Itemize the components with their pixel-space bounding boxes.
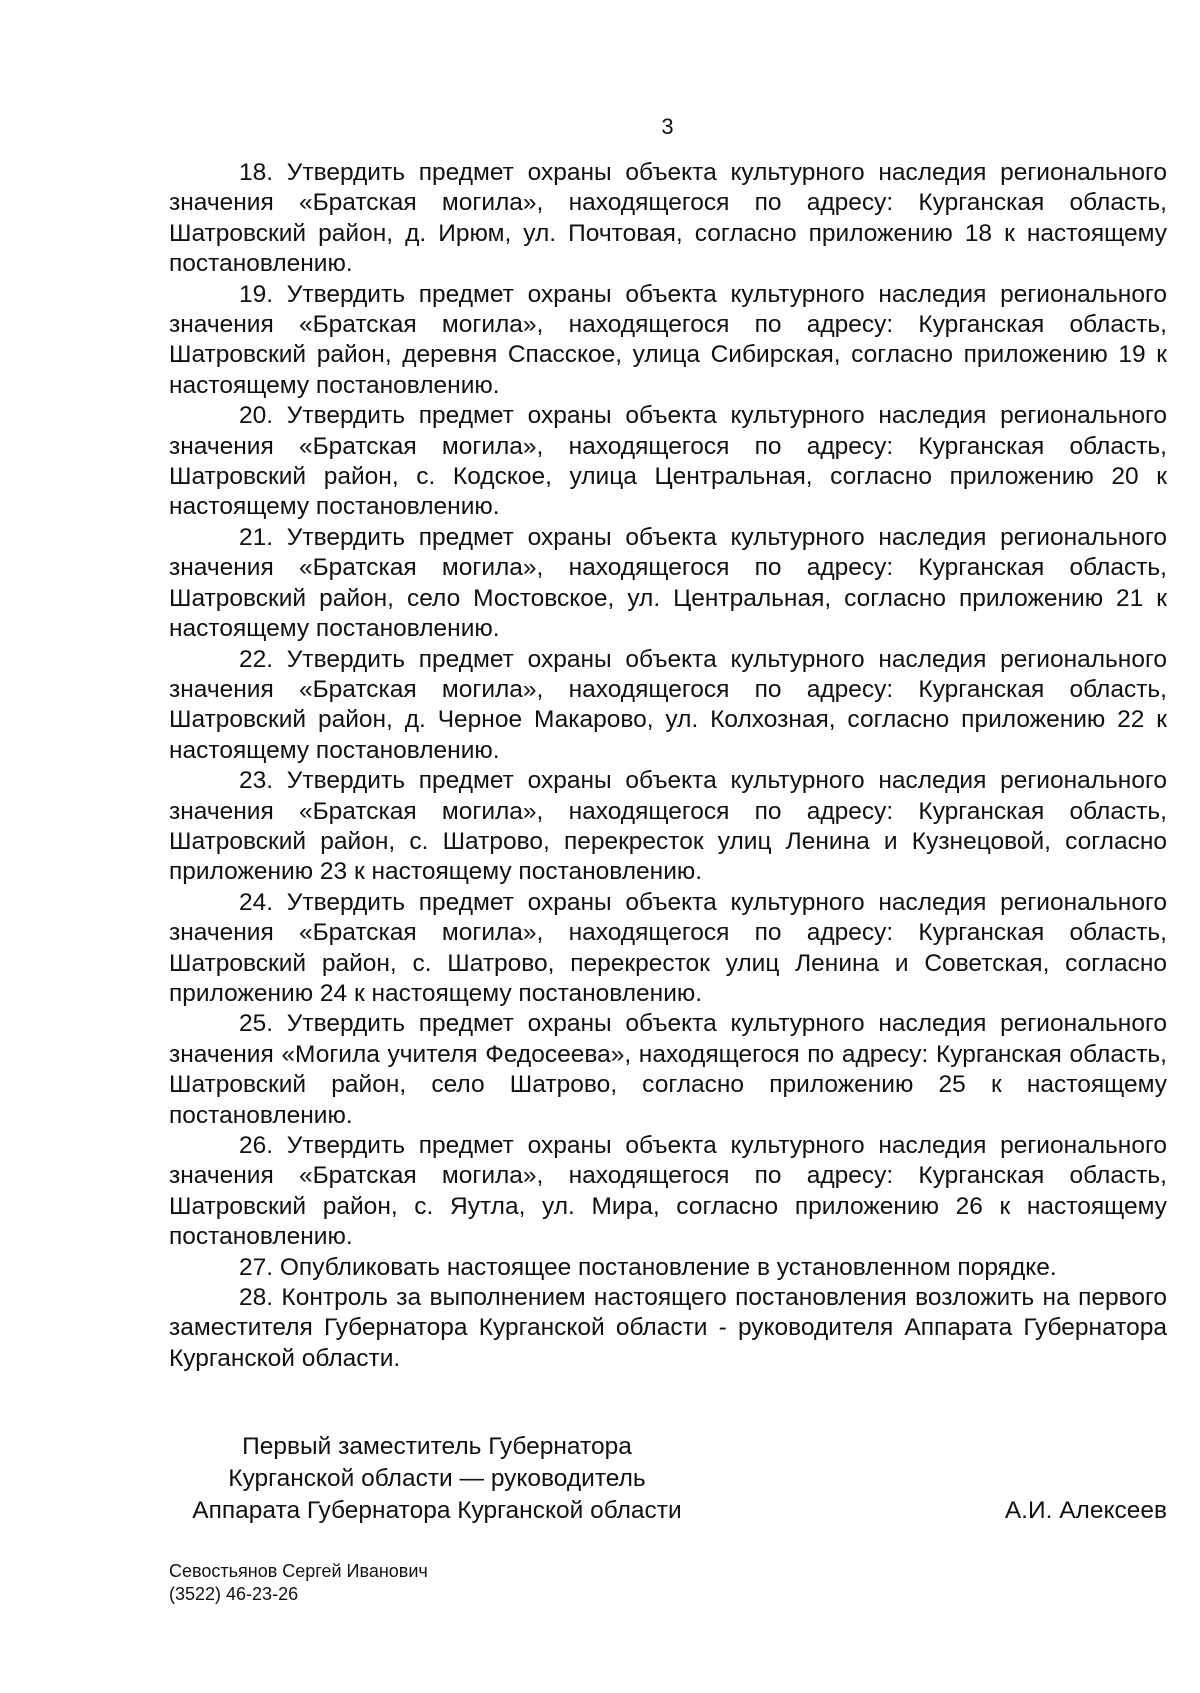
clause-24: 24. Утвердить предмет охраны объекта культурного наследия регионального значения «Братская могила», находящегося по адресу: Курганская область, Шатровский район, с. Шатрово, перекресток улиц Ленина и Советская, согласно приложению 24 к настоящему постановлению. bbox=[169, 888, 1167, 1007]
clause-21: 21. Утвердить предмет охраны объекта культурного наследия регионального значения «Братская могила», находящегося по адресу: Курганская область, Шатровский район, село Мостовское, ул. Центральная, согласно приложению 21 к настоящему постановлению. bbox=[169, 523, 1167, 643]
clause-19: 19. Утвердить предмет охраны объекта культурного наследия регионального значения «Братская могила», находящегося по адресу: Курганская область, Шатровский район, деревня Спасское, улица Сибирская, согласно приложению 19 к настоящему постановлению. bbox=[169, 280, 1167, 399]
page-number: 3 bbox=[661, 114, 674, 139]
clause-23: 23. Утвердить предмет охраны объекта культурного наследия регионального значения «Братская могила», находящегося по адресу: Курганская область, Шатровский район, с. Шатрово, перекресток улиц Ленина и Кузнецовой, согласно приложению 23 к настоящему постановлению. bbox=[169, 767, 1167, 886]
signatory-position-line: Аппарата Губернатора Курганской области bbox=[192, 1497, 682, 1524]
clause-27: 27. Опубликовать настоящее постановление в установленном порядке. bbox=[239, 1253, 1057, 1281]
signatory-position-line: Курганской области — руководитель bbox=[228, 1465, 646, 1492]
clause-20: 20. Утвердить предмет охраны объекта культурного наследия регионального значения «Братская могила», находящегося по адресу: Курганская область, Шатровский район, с. Кодское, улица Центральная, согласно приложению 20 к настоящему постановлению. bbox=[169, 402, 1167, 521]
clause-18: 18. Утвердить предмет охраны объекта культурного наследия регионального значения «Братская могила», находящегося по адресу: Курганская область, Шатровский район, д. Ирюм, ул. Почтовая, согласно приложению 18 к настоящему постановлению. bbox=[169, 159, 1167, 278]
signatory-position-line: Первый заместитель Губернатора bbox=[242, 1433, 632, 1460]
executor-name: Севостьянов Сергей Иванович bbox=[169, 1561, 428, 1581]
clause-25: 25. Утвердить предмет охраны объекта культурного наследия регионального значения «Могила учителя Федосеева», находящегося по адресу: Курганская область, Шатровский район, село Шатрово, согласно приложению 25 к настоящему постановлению. bbox=[169, 1010, 1167, 1129]
clause-22: 22. Утвердить предмет охраны объекта культурного наследия регионального значения «Братская могила», находящегося по адресу: Курганская область, Шатровский район, д. Черное Макарово, ул. Колхозная, согласно приложению 22 к настоящему постановлению. bbox=[169, 645, 1167, 764]
signatory-name: А.И. Алексеев bbox=[1004, 1497, 1167, 1524]
executor-contact bbox=[169, 1560, 428, 1606]
executor-phone: (3522) 46-23-26 bbox=[169, 1584, 299, 1604]
clause-26: 26. Утвердить предмет охраны объекта культурного наследия регионального значения «Братская могила», находящегося по адресу: Курганская область, Шатровский район, с. Яутла, ул. Мира, согласно приложению 26 к настоящему постановлению. bbox=[169, 1132, 1167, 1251]
resolution-clauses bbox=[169, 158, 1167, 1374]
clause-28: 28. Контроль за выполнением настоящего постановления возложить на первого заместителя Губернатора Курганской области - руководителя Аппарата Губернатора Курганской области. bbox=[169, 1284, 1167, 1372]
signatory-position bbox=[169, 1431, 705, 1527]
